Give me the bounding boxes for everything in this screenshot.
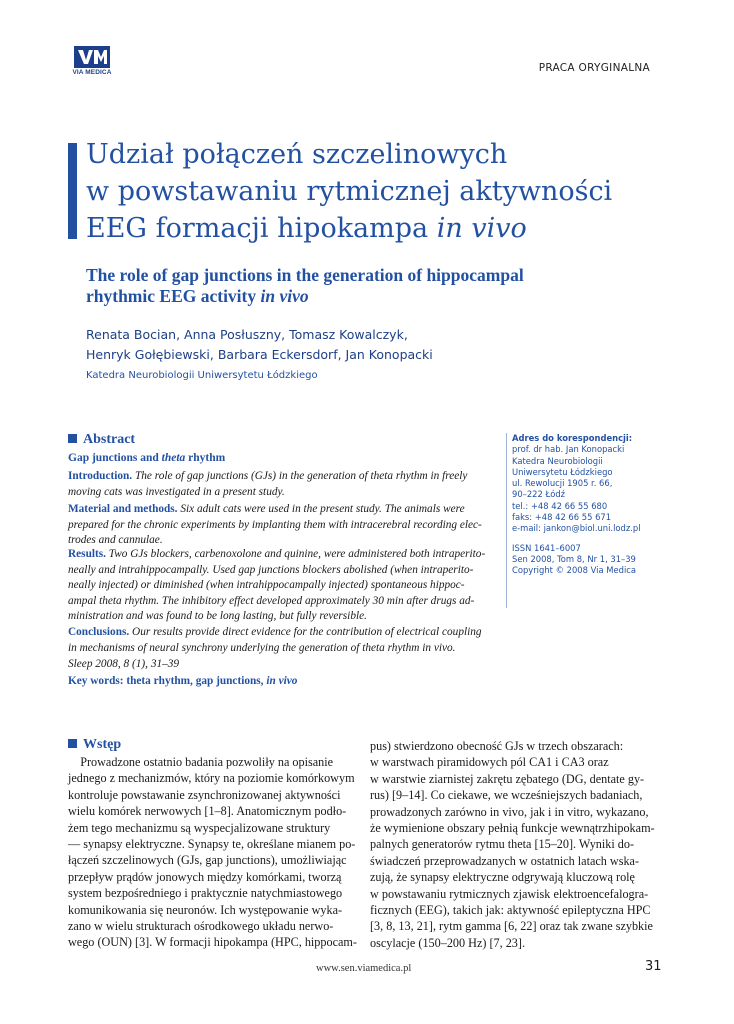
page-number: 31 — [645, 959, 662, 974]
authors-line: Renata Bocian, Anna Posłuszny, Tomasz Kowalczyk, — [86, 327, 408, 342]
correspondence-line: tel.: +48 42 66 55 680 — [512, 500, 608, 511]
title-accent-bar — [68, 143, 77, 239]
square-bullet-icon — [68, 739, 77, 748]
correspondence-line: prof. dr hab. Jan Konopacki — [512, 444, 625, 455]
correspondence-line: ul. Rewolucji 1905 r. 66, — [512, 478, 613, 489]
body-column-right: pus) stwierdzono obecność GJs w trzech obszarach: w warstwach piramidowych pól CA1 i CA3 oraz w warstwie ziarnistej zakrętu zębatego (DG, dentate gy- rus) [9–14]. Co ciekawe, we wcześniejszych badaniach, prowadzonych zarówno in vivo, jak i in vitro, wykazano, że wymienione obszary pełnią funkcje wewnątrzhipokam- palnych generatorów rytmu theta [15–20]. Wyniki do- świadczeń przeprowadzanych w ostatnich latach wska- zują, że synapsy elektryczne odgrywają kluczową rolę w powstawaniu rytmicznych zjawisk elektroencefalogra- ficznych (EEG), takich jak: aktywność epileptyczna HPC [3, 8, 13, 21], rytm gamma [6, 22] oraz tak zwane szybkie oscylacje (150–200 Hz) [7, 23]. — [370, 739, 655, 950]
correspondence-box — [512, 433, 672, 577]
abstract-introduction: Introduction. The role of gap junctions (GJs) in the generation of theta rhythm in freely moving cats was investigated in a present study. — [68, 470, 468, 498]
via-medica-logo-mark — [74, 46, 110, 68]
subtitle-line: The role of gap junctions in the generation of hippocampal — [86, 265, 524, 285]
citation: Sleep 2008, 8 (1), 31–39 — [68, 658, 180, 670]
issn-line: Sen 2008, Tom 8, Nr 1, 31–39 — [512, 553, 636, 564]
subtitle-line: rhythmic EEG activity in vivo — [86, 286, 309, 306]
authors-line: Henryk Gołębiewski, Barbara Eckersdorf, Jan Konopacki — [86, 347, 433, 362]
issn-line: ISSN 1641–6007 — [512, 542, 581, 553]
author-list — [86, 325, 433, 365]
abstract-heading: Abstract — [68, 432, 135, 448]
abstract-subheading: Gap junctions and theta rhythm — [68, 452, 226, 464]
article-title-english — [86, 265, 646, 307]
title-line: Udział połączeń szczelinowych — [86, 139, 508, 170]
body-column-left: Prowadzone ostatnio badania pozwoliły na opisanie jednego z mechanizmów, który na poziomie komórkowym kontroluje powstawanie zsynchronizowanej aktywności wielu komórek nerwowych [1–8]. Anatomicznym podło- żem tego mechanizmu są wyspecjalizowane struktury — synapsy elektryczne. Synapsy te, określane mianem po- łączeń szczelinowych (GJs, gap junctions), umożliwiając przepływ prądów jonowych między komórkami, tworzą system bezpośredniego i praktycznie natychmiastowego komunikowania się neuronów. Ich występowanie wyka- zano w wielu strukturach ośrodkowego układu nerwo- wego (OUN) [3]. W formacji hipokampa (HPC, hippocam- — [68, 755, 357, 950]
issn-line: Copyright © 2008 Via Medica — [512, 565, 637, 576]
abstract-results: Results. Two GJs blockers, carbenoxolone and quinine, were administered both intraperito- neally and intrahippocampally. Used gap junctions blockers abolished (when intraperito- neally injected) or diminished (when intrahippocampally injected) spontaneous hippoc- ampal theta rhythm. The inhibitory effect developed approximately 30 min after drugs ad- ministration and was found to be long lasting, but fully reversible. — [68, 548, 486, 622]
introduction-heading: Wstęp — [68, 737, 121, 753]
affiliation: Katedra Neurobiologii Uniwersytetu Łódzkiego — [86, 370, 318, 381]
article-type-label: PRACA ORYGINALNA — [538, 62, 650, 74]
title-line: EEG formacji hipokampa in vivo — [86, 213, 527, 244]
logo-text: VIA MEDICA — [72, 69, 112, 76]
correspondence-line: Uniwersytetu Łódzkiego — [512, 466, 613, 477]
abstract-conclusions: Conclusions. Our results provide direct evidence for the contribution of electrical coupling in mechanisms of neural synchrony underlying the generation of theta rhythm in vivo. — [68, 626, 482, 654]
title-line: w powstawaniu rytmicznej aktywności — [86, 176, 613, 207]
keywords: Key words: theta rhythm, gap junctions, in vivo — [68, 675, 298, 687]
correspondence-line: Katedra Neurobiologii — [512, 455, 603, 466]
correspondence-line: 90–222 Łódź — [512, 489, 566, 500]
article-title-polish — [86, 136, 686, 247]
journal-url[interactable]: www.sen.viamedica.pl — [316, 963, 412, 974]
correspondence-email: e-mail: jankon@biol.uni.lodz.pl — [512, 523, 641, 534]
correspondence-heading: Adres do korespondencji: — [512, 433, 633, 443]
correspondence-line: faks: +48 42 66 55 671 — [512, 512, 612, 523]
square-bullet-icon — [68, 434, 77, 443]
sidebar-divider — [506, 433, 507, 608]
abstract-methods: Material and methods. Six adult cats were used in the present study. The animals were prepared for the chronic experiments by implanting them with intracerebral recording elec- trodes and cannulae. — [68, 503, 482, 546]
publisher-logo — [66, 46, 118, 82]
